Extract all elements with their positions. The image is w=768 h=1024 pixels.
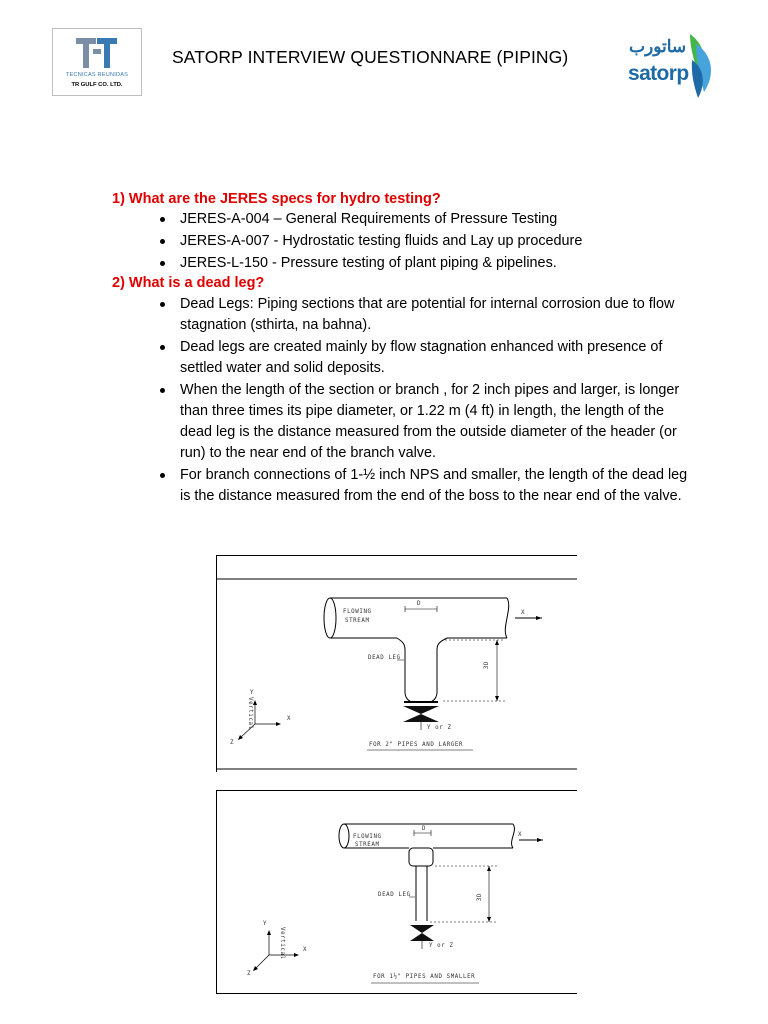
question-2-answer-list [160,294,688,508]
satorp-arabic-text: ساتورب [629,37,687,56]
dead-leg-label: DEAD LEG [368,655,401,661]
diagram-caption: FOR 2" PIPES AND LARGER [369,742,464,748]
satorp-leaf-icon [686,30,718,102]
list-item: Dead legs are created mainly by flow stagnation enhanced with presence of settled water and solid deposits. [160,337,688,379]
tecnicas-reunidas-logo [52,28,142,96]
three-d-dimension-label: 3D [484,660,491,670]
list-item: JERES-L-150 - Pressure testing of plant piping & pipelines. [160,253,688,274]
axis-vertical-label: Vertical [247,697,253,730]
tr-monogram-icon [75,35,119,71]
stream-label: STREAM [355,842,380,848]
flow-direction-label: X [518,832,523,838]
dead-leg-diagram-large [216,555,577,772]
satorp-latin-text: satorp [628,62,689,85]
axis-y-label: Y [250,690,255,696]
dead-leg-drawing-large [217,556,577,772]
valve-orientation-label: Y or Z [427,725,452,731]
stream-label: STREAM [345,618,370,624]
list-item: When the length of the section or branch , for 2 inch pipes and larger, is longer than three times its pipe diameter, or 1.22 m (4 ft) in length, the length of the dead leg is the distance measured from the outside diameter of the header (or run) to the near end of the branch valve. [160,380,688,464]
diameter-label: D [422,826,427,832]
axis-x-label: X [287,716,292,722]
list-item: Dead Legs: Piping sections that are potential for internal corrosion due to flow stagnation (sthirta, na bahna). [160,294,688,336]
list-item: JERES-A-004 – General Requirements of Pressure Testing [160,209,688,230]
flow-direction-label: X [521,610,526,616]
axis-z-label: Z [230,740,235,746]
axis-vertical-label: Vertical [279,927,285,960]
axis-z-label: Z [247,971,252,977]
document-title: SATORP INTERVIEW QUESTIONNARE (PIPING) [172,47,569,67]
dead-leg-label: DEAD LEG [378,892,411,898]
dead-leg-diagram-small [216,790,577,994]
axis-y-label: Y [263,921,268,927]
logo-subtitle-text: TR GULF CO. LTD. [71,82,123,88]
valve-orientation-label: Y or Z [429,943,454,949]
diameter-label: D [417,601,422,607]
flowing-label: FLOWING [353,834,382,840]
satorp-logo [626,30,718,102]
axis-x-label: X [303,947,308,953]
list-item: For branch connections of 1-½ inch NPS and smaller, the length of the dead leg is the distance measured from the end of the boss to the near end of the valve. [160,465,688,507]
logo-brand-text: TECNICAS REUNIDAS [65,72,129,78]
flowing-label: FLOWING [343,609,372,615]
list-item: JERES-A-007 - Hydrostatic testing fluids and Lay up procedure [160,231,688,252]
question-2-heading: 2) What is a dead leg? [112,275,265,291]
question-1-answer-list [160,209,688,275]
question-1-heading: 1) What are the JERES specs for hydro testing? [112,191,441,207]
three-d-dimension-label: 3D [477,892,484,902]
diagram-caption: FOR 1½" PIPES AND SMALLER [373,974,476,980]
